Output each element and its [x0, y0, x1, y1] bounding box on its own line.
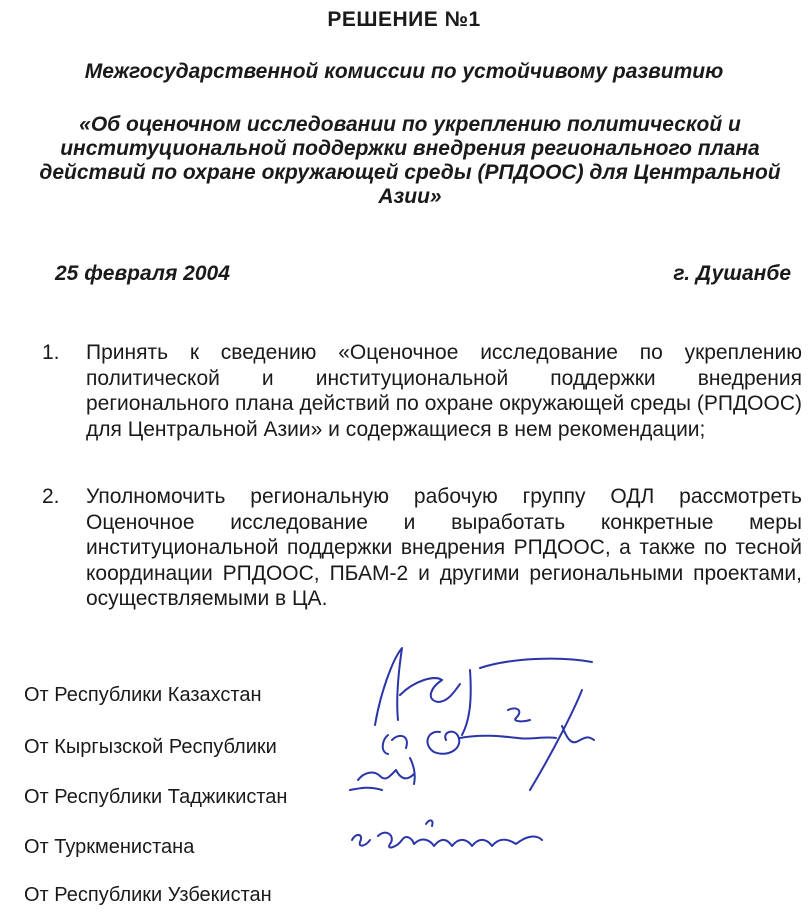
document-date: 25 февраля 2004: [55, 262, 230, 285]
decision-subject: [30, 113, 790, 209]
document-subtitle: Межгосударственной комиссии по устойчивому развитию: [84, 60, 724, 83]
subject-line: «Об оценочном исследовании по укреплению политической и: [79, 113, 741, 136]
decision-item: [42, 340, 802, 442]
handwritten-signatures: [330, 640, 630, 870]
subject-line: Азии»: [378, 185, 442, 208]
signature-turkmenistan: [352, 833, 542, 848]
item-text: Уполномочить региональную рабочую группу ОДЛ рассмотреть Оценочное исследование и выработать конкретные меры институциональной поддержки внедрения РПДООС, а также по тесной координации РПДООС, ПБАМ-2 и другими региональными проектами, осуществляемыми в ЦА.: [86, 485, 802, 610]
item-number: 2.: [42, 485, 60, 508]
signature-kyrgyzstan-extra: [508, 708, 530, 721]
item-text: Принять к сведению «Оценочное исследование по укреплению политической и институциональной поддержки внедрения регионального плана действий по охране окружающей среды (РПДООС) для Центральной Азии» и содержащиеся в нем рекомендации;: [86, 341, 802, 441]
signatory-turkmenistan: От Туркменистана: [24, 836, 195, 858]
signatory-tajikistan: От Республики Таджикистан: [24, 786, 288, 808]
decision-item: [42, 484, 802, 612]
item-number: 1.: [42, 341, 60, 364]
signature-tajikistan: [350, 758, 415, 790]
signatory-kazakhstan: От Республики Казахстан: [24, 684, 262, 706]
subject-line: действий по охране окружающей среды (РПДООС) для Центральной: [39, 161, 781, 184]
signatory-kyrgyzstan: От Кыргызской Республики: [24, 736, 277, 758]
document-title: РЕШЕНИЕ №1: [327, 8, 481, 31]
subject-line: институциональной поддержки внедрения регионального плана: [60, 137, 760, 160]
signatory-uzbekistan: От Республики Узбекистан: [24, 884, 272, 906]
document-place: г. Душанбе: [673, 262, 791, 285]
signature-kazakhstan: [375, 648, 592, 735]
